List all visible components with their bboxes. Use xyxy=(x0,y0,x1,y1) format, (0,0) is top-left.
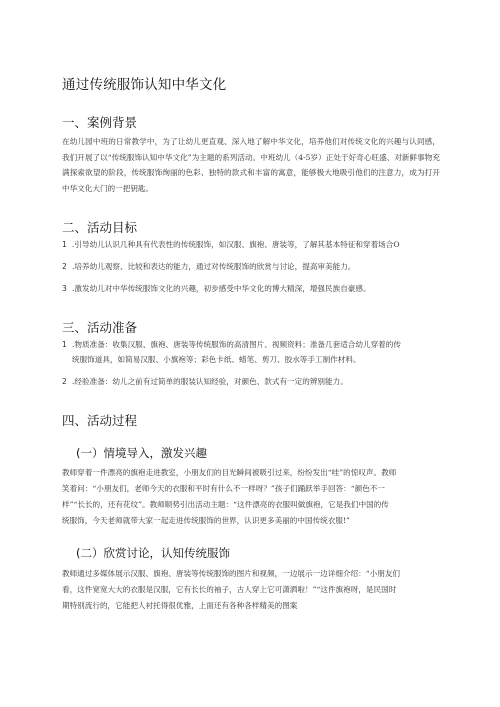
appreciation-line-2: 看，这件宽宽大大的衣服是汉服，它有长长的袖子，古人穿上它可潇洒啦！”“这件旗袍呀，是民国时 xyxy=(62,585,397,594)
section-heading-background: 一、案例背景 xyxy=(62,115,138,130)
goal-item-number: 2 xyxy=(62,262,67,271)
section-heading-preparation: 三、活动准备 xyxy=(62,320,138,335)
prep-item-1-continued: 统服饰道具，如简易汉服、小旗袍等；彩色卡纸、蜡笔、剪刀、胶水等手工制作材料。 xyxy=(72,355,361,364)
prep-item-1 xyxy=(62,337,442,353)
appreciation-line-1: 教师通过多媒体展示汉服、旗袍、唐装等传统服饰的图片和视频，一边展示一边详细介绍：“小朋友们 xyxy=(62,569,401,578)
intro-line-4: 统服饰，今天老师就带大家一起走进传统服饰的世界，认识更多美丽的中国传统衣服!” xyxy=(62,516,350,525)
prep-item-number: 2 xyxy=(62,377,67,386)
prep-item-number: 1 xyxy=(62,340,67,349)
goal-item-text: .激发幼儿对中华传统服饰文化的兴趣，初步感受中华文化的博大精深，增强民族自豪感。 xyxy=(72,284,371,293)
document-title: 通过传统服饰认知中华文化 xyxy=(62,77,227,93)
goal-item-2 xyxy=(62,259,442,275)
prep-item-2 xyxy=(62,374,442,390)
prep-item-text: .经验准备：幼儿之前有过简单的服装认知经验，对颜色、款式有一定的辨别能力。 xyxy=(72,377,348,386)
goal-item-number: 1 xyxy=(62,240,67,249)
goal-item-number: 3 xyxy=(62,284,67,293)
section-heading-process: 四、活动过程 xyxy=(62,413,138,428)
goal-item-3 xyxy=(62,281,442,297)
background-paragraph: 在幼儿园中班的日常教学中，为了让幼儿更直观、深入地了解中华文化，培养他们对传统文化的兴趣与认同感，我们开展了以“传统服饰认知中华文化”为主题的系列活动。中班幼儿（4-5岁）正处于好奇心旺盛、对新鲜事物充满探索欲望的阶段，传统服饰绚丽的色彩、独特的款式和丰富的寓意，能够极大地吸引他们的注意力，成为打开中华文化大门的一把钥匙。 xyxy=(62,137,440,193)
subsection-heading-intro: (一）情境导入，激发兴趣 xyxy=(76,446,207,460)
subsection-heading-appreciation: (二）欣赏讨论，认知传统服饰 xyxy=(76,546,230,560)
goal-item-1 xyxy=(62,237,442,253)
goal-item-text: .培养幼儿观察、比较和表达的能力，通过对传统服饰的欣赏与讨论，提高审美能力。 xyxy=(72,262,356,271)
section-heading-goals: 二、活动目标 xyxy=(62,220,138,235)
intro-line-1: 教师穿着一件漂亮的旗袍走进教室，小朋友们的目光瞬间被吸引过来，纷纷发出“哇”的惊叹声。教师 xyxy=(62,468,397,477)
intro-line-2: 笑着问：“小朋友们，老师今天的衣服和平时有什么不一样呀？”孩子们踊跃举手回答：“颜色不一 xyxy=(62,484,385,493)
goal-item-text: .引导幼儿认识几种具有代表性的传统服饰，如汉服、旗袍、唐装等，了解其基本特征和穿着场合O xyxy=(72,240,400,249)
prep-item-text: .物质准备：收集汉服、旗袍、唐装等传统服饰的高清图片、视频资料；准备几套适合幼儿穿着的传 xyxy=(72,340,401,349)
appreciation-line-3: 期特别流行的，它能把人衬托得很优雅，上面还有各种各样精美的图案 xyxy=(62,601,298,610)
intro-line-3: 样”“长长的，还有花纹”。教师顺势引出活动主题：“这件漂亮的衣服叫做旗袍，它是我们中国的传 xyxy=(62,500,389,509)
